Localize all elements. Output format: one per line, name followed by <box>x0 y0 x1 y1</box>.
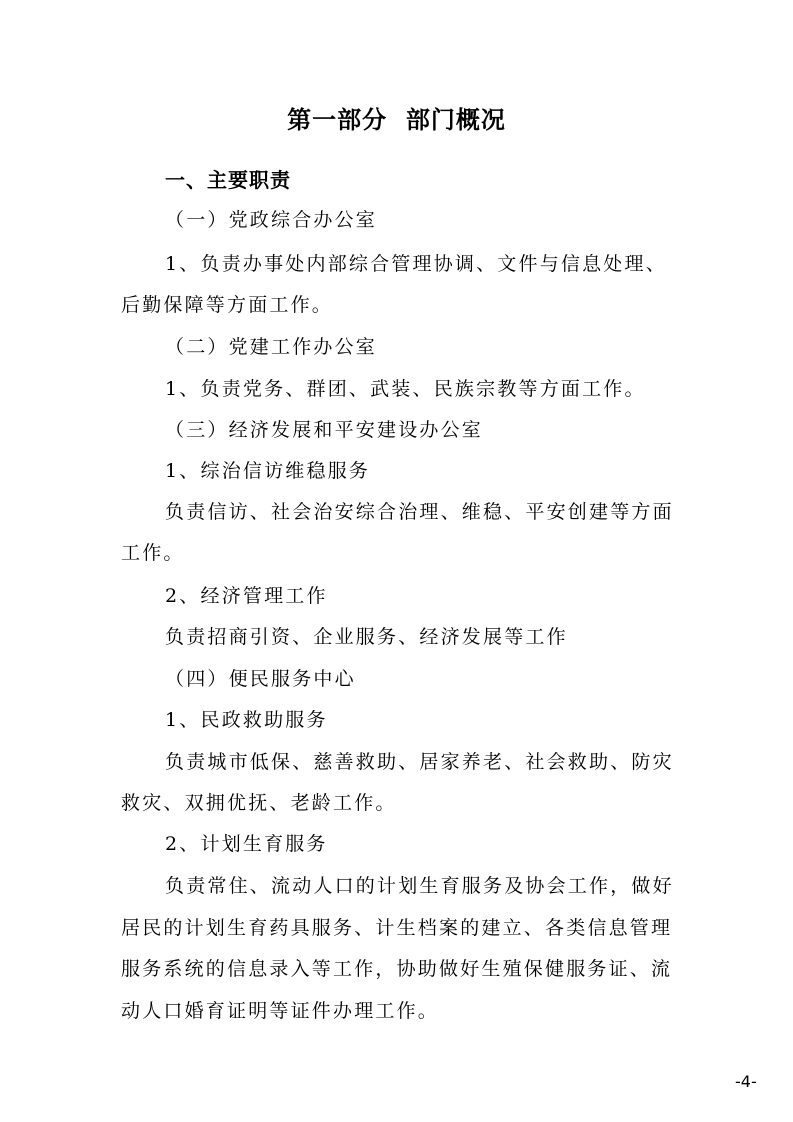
body-line: 后勤保障等方面工作。 <box>121 294 334 316</box>
body-line: 服务系统的信息录入等工作，协助做好生殖保健服务证、流 <box>121 958 673 980</box>
body-line: 2、计划生育服务 <box>165 833 328 855</box>
body-line: 1、民政救助服务 <box>165 709 328 731</box>
body-line: 救灾、双拥优抚、老龄工作。 <box>121 792 397 814</box>
body-line: （三）经济发展和平安建设办公室 <box>165 419 484 441</box>
body-line: 居民的计划生育药具服务、计生档案的建立、各类信息管理 <box>121 917 673 939</box>
body-line: （二）党建工作办公室 <box>165 336 378 358</box>
page-number: -4- <box>735 1072 757 1091</box>
body-line: 1、负责办事处内部综合管理协调、文件与信息处理、 <box>165 253 667 275</box>
body-line: 1、综治信访维稳服务 <box>165 460 371 482</box>
section-heading: 一、主要职责 <box>165 168 291 192</box>
body-line: 负责常住、流动人口的计划生育服务及协会工作，做好 <box>165 875 674 897</box>
body-line: 负责招商引资、企业服务、经济发展等工作 <box>165 626 568 648</box>
body-line: 工作。 <box>121 542 185 564</box>
body-line: 负责城市低保、慈善救助、居家养老、社会救助、防灾 <box>165 751 674 773</box>
body-line: （四）便民服务中心 <box>165 668 356 690</box>
body-line: 动人口婚育证明等证件办理工作。 <box>121 1000 440 1022</box>
page-title: 第一部分 部门概况 <box>287 106 506 134</box>
body-line: （一）党政综合办公室 <box>165 209 378 231</box>
body-line: 1、负责党务、群团、武装、民族宗教等方面工作。 <box>165 378 646 400</box>
body-line: 2、经济管理工作 <box>165 585 328 607</box>
body-line: 负责信访、社会治安综合治理、维稳、平安创建等方面 <box>165 501 674 523</box>
